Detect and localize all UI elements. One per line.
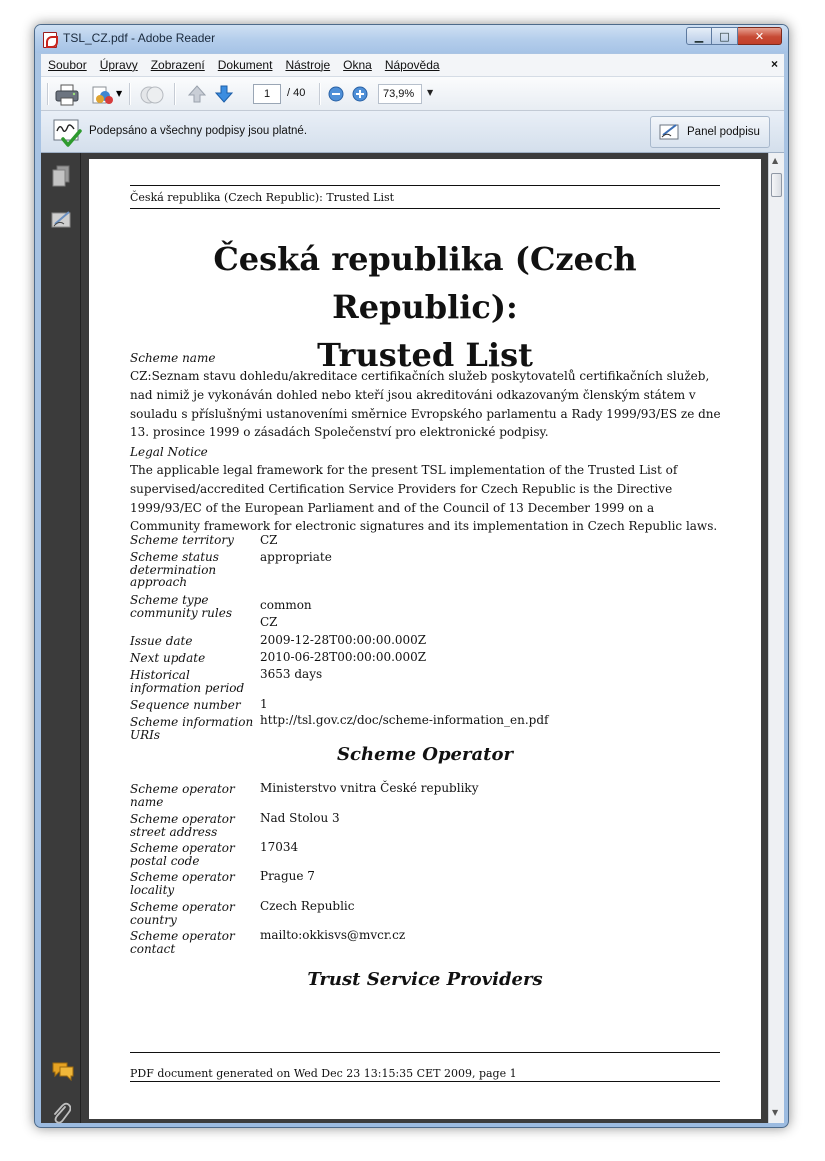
title-line-2: Trusted List xyxy=(317,336,533,374)
page-footer: PDF document generated on Wed Dec 23 13:15:35 CET 2009, page 1 xyxy=(130,1067,517,1080)
zoom-out-icon[interactable] xyxy=(328,86,344,106)
print-icon[interactable] xyxy=(55,84,79,110)
header-rule-bottom xyxy=(130,208,720,209)
reader-window xyxy=(34,24,789,1128)
zoom-level-input[interactable]: 73,9% xyxy=(378,84,422,104)
scheme-operator-heading: Scheme Operator xyxy=(337,744,513,765)
previous-page-icon[interactable] xyxy=(187,84,207,108)
legal-notice-label: Legal Notice xyxy=(130,445,208,459)
operator-label-postal: Scheme operator postal code xyxy=(130,841,235,868)
menu-bar xyxy=(41,54,784,76)
operator-value-contact: mailto:okkisvs@mvcr.cz xyxy=(260,928,406,942)
window-title: TSL_CZ.pdf - Adobe Reader xyxy=(63,31,216,45)
running-header: Česká republika (Czech Republic): Trusted List xyxy=(130,191,395,204)
menu-soubor[interactable]: Soubor xyxy=(48,58,87,72)
scheme-name-label: Scheme name xyxy=(130,351,216,365)
field-label-next: Next update xyxy=(130,651,206,665)
navigation-pane xyxy=(41,153,81,1123)
signature-bar xyxy=(41,111,784,153)
zoom-dropdown-icon[interactable]: ▼ xyxy=(427,88,434,97)
operator-value-country: Czech Republic xyxy=(260,899,355,913)
toolbar xyxy=(41,76,784,111)
signature-panel-button[interactable] xyxy=(650,116,770,148)
operator-value-street: Nad Stolou 3 xyxy=(260,811,340,825)
field-value-territory: CZ xyxy=(260,533,278,547)
close-button[interactable]: ✕ xyxy=(738,27,782,45)
minimize-button[interactable]: ▁ xyxy=(686,27,712,45)
field-value-type-1: common xyxy=(260,598,312,612)
footer-rule-top xyxy=(130,1052,720,1053)
zoom-in-icon[interactable] xyxy=(352,86,368,106)
collaborate-dropdown-icon[interactable]: ▼ xyxy=(116,89,123,98)
title-line-1: Česká republika (Czech Republic): xyxy=(213,240,637,326)
operator-value-name: Ministerstvo vnitra České republiky xyxy=(260,781,479,795)
operator-value-postal: 17034 xyxy=(260,840,299,854)
page-number-input[interactable]: 1 xyxy=(253,84,281,104)
field-value-type-2: CZ xyxy=(260,615,278,629)
document-title xyxy=(130,235,720,379)
pdf-file-icon xyxy=(43,32,57,48)
signature-panel-label: Panel podpisu xyxy=(687,126,760,138)
operator-label-locality: Scheme operator locality xyxy=(130,870,235,897)
page-total: / 40 xyxy=(287,87,306,99)
menu-upravy[interactable]: Úpravy xyxy=(99,58,138,72)
field-label-uris: Scheme information URIs xyxy=(130,715,254,742)
trust-service-providers-heading: Trust Service Providers xyxy=(307,969,543,990)
toolbar-grip xyxy=(47,83,48,105)
field-label-territory: Scheme territory xyxy=(130,533,234,547)
menu-okna[interactable]: Okna xyxy=(343,58,372,72)
scheme-name-text: CZ:Seznam stavu dohledu/akreditace certifikačních služeb poskytovatelů certifikačních služeb, nad nimiž je vykonáván dohled nebo kteří jsou akreditováni odkazovaným členským státem v souladu s příslušnými ustanoveními směrnice Evropského parlamentu a Rady 1999/93/ES ze dne 13. prosince 1999 o zásadách Společenství pro elektronické podpisy. xyxy=(130,369,721,440)
signature-pen-icon xyxy=(659,122,681,142)
field-label-status: Scheme status determination approach xyxy=(130,550,219,589)
maximize-button[interactable]: □ xyxy=(712,27,738,45)
field-value-status: appropriate xyxy=(260,550,332,564)
window-controls xyxy=(686,27,782,45)
close-document-button[interactable]: × xyxy=(770,57,778,71)
field-label-issue: Issue date xyxy=(130,634,193,648)
header-rule-top xyxy=(130,185,720,186)
pages-thumbnail-icon[interactable] xyxy=(51,165,71,193)
legal-notice-text: The applicable legal framework for the present TSL implementation of the Trusted List of supervised/accredited Certification Service Providers for Czech Republic is the Directive 1999/93/EC of the European Parliament and of the Council of 13 December 1999 on a Community framework for electronic signatures and its implementation in Czech Republic laws. xyxy=(130,463,718,534)
document-view[interactable] xyxy=(81,153,768,1123)
field-value-issue: 2009-12-28T00:00:00.000Z xyxy=(260,633,427,647)
menu-zobrazeni[interactable]: Zobrazení xyxy=(150,58,205,72)
next-page-icon[interactable] xyxy=(214,84,234,108)
pdf-page xyxy=(89,159,761,1119)
signatures-panel-icon[interactable] xyxy=(51,209,73,235)
operator-label-contact: Scheme operator contact xyxy=(130,929,235,956)
comment-disabled-icon[interactable] xyxy=(139,84,165,110)
scroll-down-icon[interactable]: ▼ xyxy=(772,1108,779,1117)
field-value-next: 2010-06-28T00:00:00.000Z xyxy=(260,650,427,664)
collaborate-icon[interactable] xyxy=(91,84,115,110)
operator-value-locality: Prague 7 xyxy=(260,869,315,883)
signature-status-message: Podepsáno a všechny podpisy jsou platné. xyxy=(89,125,308,137)
scroll-up-icon[interactable]: ▲ xyxy=(772,156,779,165)
toolbar-separator xyxy=(319,83,320,105)
toolbar-separator xyxy=(174,83,175,105)
field-value-history: 3653 days xyxy=(260,667,323,681)
comments-icon[interactable] xyxy=(51,1061,75,1085)
field-label-sequence: Sequence number xyxy=(130,698,241,712)
field-label-history: Historical information period xyxy=(130,668,245,695)
menu-napoveda[interactable]: Nápověda xyxy=(384,58,440,72)
field-value-uris: http://tsl.gov.cz/doc/scheme-information_en.pdf xyxy=(260,713,549,727)
operator-label-name: Scheme operator name xyxy=(130,782,235,809)
operator-label-street: Scheme operator street address xyxy=(130,812,235,839)
operator-label-country: Scheme operator country xyxy=(130,900,235,927)
field-label-type: Scheme type community rules xyxy=(130,593,232,620)
attachments-icon[interactable] xyxy=(51,1101,71,1128)
field-value-sequence: 1 xyxy=(260,697,268,711)
footer-rule-bottom xyxy=(130,1081,720,1082)
toolbar-separator xyxy=(129,83,130,105)
valid-signature-icon xyxy=(51,117,83,153)
vertical-scrollbar[interactable] xyxy=(768,153,784,1123)
menu-dokument[interactable]: Dokument xyxy=(217,58,273,72)
menu-nastroje[interactable]: Nástroje xyxy=(285,58,331,72)
scrollbar-thumb[interactable] xyxy=(771,173,782,197)
title-bar xyxy=(35,25,788,53)
